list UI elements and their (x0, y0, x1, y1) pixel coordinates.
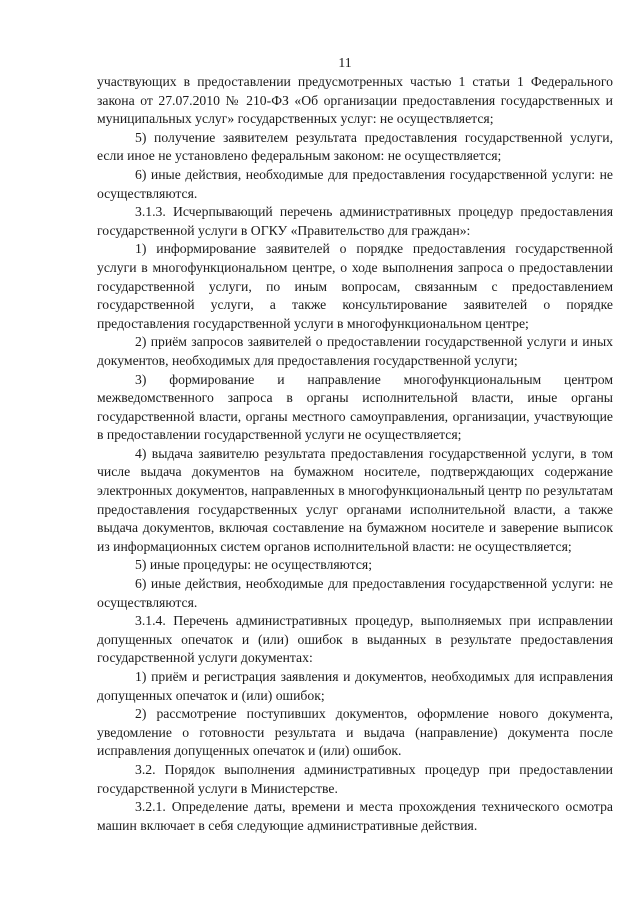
paragraph-continuation: участвующих в предоставлении предусмотренных частью 1 статьи 1 Федерального закона от 27.07.2010 № 210-ФЗ «Об организации предоставления государственных и муниципальных услуг» государственных услуг: не осуществляется; (97, 74, 613, 127)
paragraph-mfc-item-5: 5) иные процедуры: не осуществляются; (135, 557, 373, 573)
paragraph-mfc-item-3: 3) формирование и направление многофункциональным центром межведомственного запроса в органы исполнительной власти, иные органы государственной власти, органы местного самоуправления, организации, участвующие в предоставлении государственной услуги не осуществляется; (97, 371, 613, 443)
paragraph-mfc-item-1: 1) информирование заявителей о порядке предоставления государственной услуги в многофункциональном центре, о ходе выполнения запроса о предоставлении государственной услуги, по иным вопросам, связанным с предоставлением государственной услуги, а также консультирование заявителей о порядке предоставления государственной услуги в многофункциональном центре; (97, 241, 613, 331)
paragraph-correction-item-2: 2) рассмотрение поступивших документов, оформление нового документа, уведомление о готовности результата и выдача (направление) документа после исправления допущенных опечаток и (или) ошибок. (97, 706, 613, 759)
paragraph-mfc-item-6: 6) иные действия, необходимые для предоставления государственной услуги: не осуществляются. (97, 576, 613, 610)
paragraph-item-6-other-actions: 6) иные действия, необходимые для предоставления государственной услуги: не осуществляются. (97, 166, 613, 201)
page-number: 11 (338, 55, 352, 70)
document-page (97, 54, 613, 835)
paragraph-correction-item-1: 1) приём и регистрация заявления и документов, необходимых для исправления допущенных опечаток и (или) ошибок; (97, 669, 613, 703)
paragraph-mfc-item-2: 2) приём запросов заявителей о предоставлении государственной услуги и иных документов, необходимых для предоставления государственной услуги; (97, 334, 613, 368)
paragraph-3-2: 3.2. Порядок выполнения административных процедур при предоставлении государственной услуги в Министерстве. (97, 761, 613, 796)
paragraph-3-1-4: 3.1.4. Перечень административных процедур, выполняемых при исправлении допущенных опечаток и (или) ошибок в выданных в результате предоставления государственной услуги документах: (97, 613, 613, 666)
paragraph-item-5-result: 5) получение заявителем результата предоставления государственной услуги, если иное не установлено федеральным законом: не осуществляется; (97, 129, 613, 164)
paragraph-3-1-3: 3.1.3. Исчерпывающий перечень административных процедур предоставления государственной услуги в ОГКУ «Правительство для граждан»: (97, 204, 613, 238)
paragraph-mfc-item-4: 4) выдача заявителю результата предоставления государственной услуги, в том числе выдача документов на бумажном носителе, подтверждающих содержание электронных документов, направленных в многофункциональный центр по результатам предоставления государственных услуг органами исполнительной власти, а также выдача документов, включая составление на бумажном носителе и заверение выписок из информационных систем органов исполнительной власти: не осуществляется; (97, 445, 613, 554)
paragraph-3-2-1: 3.2.1. Определение даты, времени и места прохождения технического осмотра машин включает в себя следующие административные действия. (97, 799, 613, 833)
